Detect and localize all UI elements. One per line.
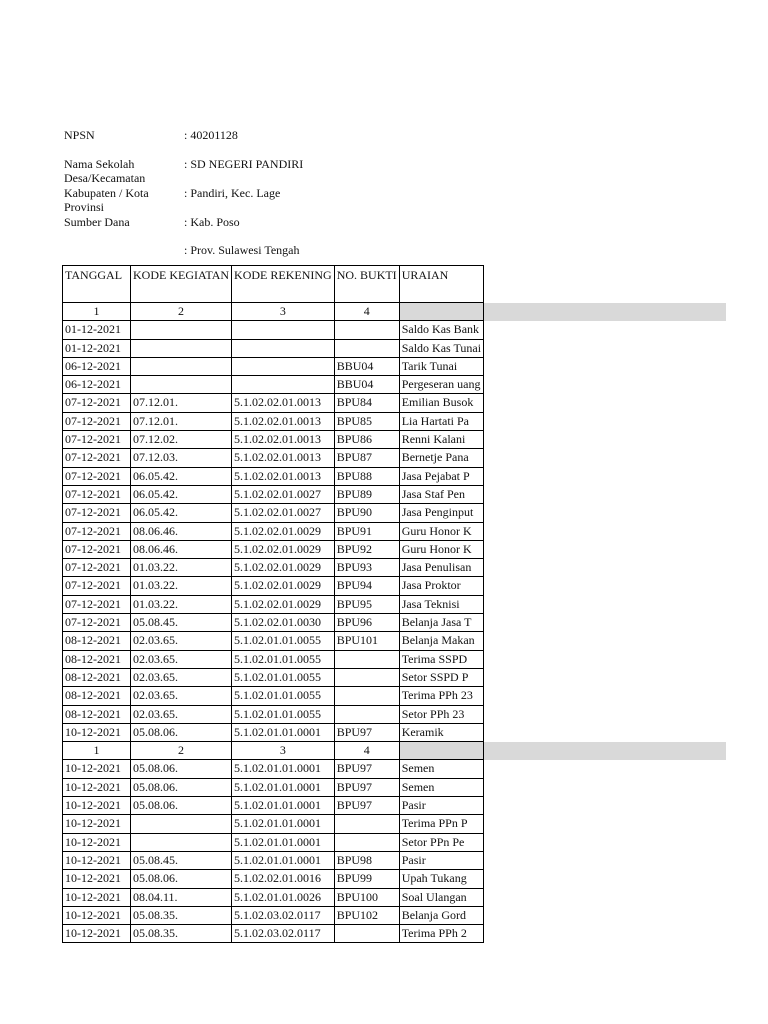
- cell-kode-kegiatan: 02.03.65.: [131, 705, 232, 723]
- nama-sekolah-label: Nama Sekolah: [64, 157, 135, 171]
- cell-no-bukti: BPU97: [334, 797, 399, 815]
- cell-kode-rekening: 5.1.02.01.01.0055: [232, 687, 335, 705]
- cell-uraian: Terima SSPD: [399, 650, 483, 668]
- cell-kode-rekening: 5.1.02.01.01.0001: [232, 851, 335, 869]
- table-row: [63, 687, 484, 705]
- cell-uraian: Tarik Tunai: [399, 357, 483, 375]
- sumber-dana-label: Sumber Dana: [64, 215, 130, 229]
- cell-uraian: Terima PPh 2: [399, 925, 483, 943]
- ledger-table: [62, 265, 484, 943]
- cell-no-bukti: BPU85: [334, 412, 399, 430]
- cell-kode-rekening: 5.1.02.02.01.0013: [232, 449, 335, 467]
- cell-kode-kegiatan: 05.08.06.: [131, 778, 232, 796]
- provinsi-value: : Prov. Sulawesi Tengah: [184, 243, 300, 257]
- cell-kode-kegiatan: 06.05.42.: [131, 504, 232, 522]
- table-row: [63, 431, 484, 449]
- table-row: [63, 577, 484, 595]
- cell-tanggal: 06-12-2021: [63, 376, 131, 394]
- cell-no-bukti: BPU94: [334, 577, 399, 595]
- cell-no-bukti: [334, 321, 399, 339]
- cell-kode-kegiatan: 08.04.11.: [131, 888, 232, 906]
- cell-kode-kegiatan: 08.06.46.: [131, 540, 232, 558]
- cell-kode-rekening: 5.1.02.01.01.0001: [232, 797, 335, 815]
- cell-uraian: Bernetje Pana: [399, 449, 483, 467]
- table-row: [63, 376, 484, 394]
- cell-tanggal: 07-12-2021: [63, 577, 131, 595]
- provinsi-label: Provinsi: [64, 200, 105, 214]
- cell-uraian: Jasa Teknisi: [399, 595, 483, 613]
- cell-tanggal: 10-12-2021: [63, 797, 131, 815]
- cell-kode-kegiatan: 02.03.65.: [131, 650, 232, 668]
- table-row: [63, 723, 484, 741]
- cell-uraian: Emilian Busok: [399, 394, 483, 412]
- cell-kode-kegiatan: 05.08.35.: [131, 925, 232, 943]
- table-row: [63, 760, 484, 778]
- cell-uraian: Belanja Gord: [399, 906, 483, 924]
- cell-no-bukti: BPU91: [334, 522, 399, 540]
- nama-sekolah-value: : SD NEGERI PANDIRI: [184, 157, 304, 171]
- npsn-value: : 40201128: [184, 128, 238, 142]
- table-row: [63, 833, 484, 851]
- cell-no-bukti: [334, 668, 399, 686]
- table-row: [63, 870, 484, 888]
- column-number-cell: 4: [334, 303, 399, 321]
- cell-tanggal: 10-12-2021: [63, 760, 131, 778]
- cell-tanggal: 08-12-2021: [63, 650, 131, 668]
- cell-tanggal: 08-12-2021: [63, 632, 131, 650]
- cell-kode-kegiatan: [131, 833, 232, 851]
- cell-tanggal: 07-12-2021: [63, 504, 131, 522]
- table-row: [63, 851, 484, 869]
- cell-tanggal: 07-12-2021: [63, 485, 131, 503]
- cell-kode-kegiatan: 02.03.65.: [131, 687, 232, 705]
- cell-kode-kegiatan: 01.03.22.: [131, 595, 232, 613]
- cell-no-bukti: BPU87: [334, 449, 399, 467]
- cell-no-bukti: [334, 925, 399, 943]
- cell-uraian: Jasa Penginput: [399, 504, 483, 522]
- cell-kode-rekening: 5.1.02.03.02.0117: [232, 906, 335, 924]
- table-row: [63, 778, 484, 796]
- cell-kode-kegiatan: [131, 321, 232, 339]
- cell-tanggal: 07-12-2021: [63, 614, 131, 632]
- cell-uraian: Semen: [399, 778, 483, 796]
- cell-no-bukti: BBU04: [334, 357, 399, 375]
- kabupaten-value: : Pandiri, Kec. Lage: [184, 186, 281, 200]
- cell-tanggal: 10-12-2021: [63, 778, 131, 796]
- cell-kode-kegiatan: [131, 376, 232, 394]
- cell-uraian: Saldo Kas Tunai: [399, 339, 483, 357]
- cell-no-bukti: [334, 815, 399, 833]
- table-row: [63, 650, 484, 668]
- cell-uraian: Keramik: [399, 723, 483, 741]
- table-row: [63, 797, 484, 815]
- cell-kode-rekening: 5.1.02.02.01.0029: [232, 577, 335, 595]
- cell-kode-kegiatan: 05.08.45.: [131, 851, 232, 869]
- cell-kode-rekening: 5.1.02.01.01.0055: [232, 632, 335, 650]
- cell-tanggal: 07-12-2021: [63, 595, 131, 613]
- cell-uraian: Lia Hartati Pa: [399, 412, 483, 430]
- cell-kode-rekening: 5.1.02.01.01.0001: [232, 778, 335, 796]
- cell-no-bukti: BPU102: [334, 906, 399, 924]
- cell-kode-kegiatan: 05.08.45.: [131, 614, 232, 632]
- col-header-kode-rekening: KODE REKENING: [232, 266, 335, 303]
- table-row: [63, 540, 484, 558]
- cell-no-bukti: [334, 650, 399, 668]
- cell-tanggal: 08-12-2021: [63, 687, 131, 705]
- table-row: [63, 449, 484, 467]
- table-row: [63, 925, 484, 943]
- column-number-cell: 2: [131, 303, 232, 321]
- cell-no-bukti: BPU88: [334, 467, 399, 485]
- cell-no-bukti: BPU100: [334, 888, 399, 906]
- cell-kode-rekening: 5.1.02.02.01.0027: [232, 485, 335, 503]
- cell-uraian: Guru Honor K: [399, 522, 483, 540]
- column-number-row: [63, 303, 484, 321]
- cell-no-bukti: BPU97: [334, 778, 399, 796]
- table-row: [63, 339, 484, 357]
- cell-kode-kegiatan: 07.12.01.: [131, 394, 232, 412]
- column-number-cell: 1: [63, 742, 131, 760]
- cell-tanggal: 08-12-2021: [63, 705, 131, 723]
- cell-uraian: Jasa Pejabat P: [399, 467, 483, 485]
- cell-no-bukti: BPU101: [334, 632, 399, 650]
- cell-kode-rekening: 5.1.02.02.01.0030: [232, 614, 335, 632]
- column-number-cell: [399, 742, 483, 760]
- cell-uraian: Setor SSPD P: [399, 668, 483, 686]
- table-row: [63, 888, 484, 906]
- table-row: [63, 595, 484, 613]
- cell-uraian: Setor PPn Pe: [399, 833, 483, 851]
- cell-kode-kegiatan: 01.03.22.: [131, 559, 232, 577]
- desa-label: Desa/Kecamatan: [64, 171, 146, 185]
- cell-kode-rekening: 5.1.02.02.01.0029: [232, 559, 335, 577]
- cell-kode-kegiatan: [131, 357, 232, 375]
- cell-kode-rekening: 5.1.02.02.01.0029: [232, 540, 335, 558]
- cell-kode-rekening: 5.1.02.03.02.0117: [232, 925, 335, 943]
- table-body: [63, 303, 484, 943]
- cell-kode-kegiatan: 05.08.06.: [131, 797, 232, 815]
- sumber-dana-value: : Kab. Poso: [184, 215, 240, 229]
- cell-kode-rekening: 5.1.02.02.01.0013: [232, 467, 335, 485]
- cell-kode-kegiatan: 02.03.65.: [131, 632, 232, 650]
- cell-uraian: Terima PPh 23: [399, 687, 483, 705]
- cell-kode-rekening: 5.1.02.02.01.0027: [232, 504, 335, 522]
- cell-uraian: Pasir: [399, 797, 483, 815]
- cell-tanggal: 07-12-2021: [63, 431, 131, 449]
- cell-uraian: Upah Tukang: [399, 870, 483, 888]
- cell-kode-rekening: 5.1.02.01.01.0001: [232, 833, 335, 851]
- cell-uraian: Belanja Jasa T: [399, 614, 483, 632]
- cell-no-bukti: [334, 833, 399, 851]
- cell-uraian: Jasa Staf Pen: [399, 485, 483, 503]
- cell-no-bukti: BPU95: [334, 595, 399, 613]
- table-row: [63, 522, 484, 540]
- cell-tanggal: 10-12-2021: [63, 833, 131, 851]
- cell-kode-rekening: 5.1.02.01.01.0026: [232, 888, 335, 906]
- cell-kode-kegiatan: 02.03.65.: [131, 668, 232, 686]
- table-row: [63, 357, 484, 375]
- column-number-cell: [399, 303, 483, 321]
- column-number-cell: 1: [63, 303, 131, 321]
- cell-kode-rekening: 5.1.02.01.01.0055: [232, 668, 335, 686]
- cell-tanggal: 10-12-2021: [63, 906, 131, 924]
- cell-tanggal: 07-12-2021: [63, 522, 131, 540]
- table-row: [63, 815, 484, 833]
- table-row: [63, 504, 484, 522]
- col-header-tanggal: TANGGAL: [63, 266, 131, 303]
- column-number-cell: 3: [232, 303, 335, 321]
- cell-uraian: Pergeseran uang: [399, 376, 483, 394]
- cell-kode-kegiatan: 06.05.42.: [131, 467, 232, 485]
- table-row: [63, 394, 484, 412]
- cell-uraian: Jasa Penulisan: [399, 559, 483, 577]
- table-row: [63, 485, 484, 503]
- cell-uraian: Renni Kalani: [399, 431, 483, 449]
- col-header-kode-kegiatan: KODE KEGIATAN: [131, 266, 232, 303]
- cell-kode-rekening: 5.1.02.02.01.0016: [232, 870, 335, 888]
- cell-kode-rekening: [232, 376, 335, 394]
- cell-kode-kegiatan: 07.12.02.: [131, 431, 232, 449]
- cell-uraian: Terima PPn P: [399, 815, 483, 833]
- cell-no-bukti: BPU92: [334, 540, 399, 558]
- cell-kode-kegiatan: 08.06.46.: [131, 522, 232, 540]
- cell-no-bukti: BPU89: [334, 485, 399, 503]
- cell-tanggal: 10-12-2021: [63, 851, 131, 869]
- cell-no-bukti: [334, 705, 399, 723]
- cell-kode-rekening: [232, 357, 335, 375]
- table-row: [63, 632, 484, 650]
- cell-kode-rekening: 5.1.02.01.01.0001: [232, 815, 335, 833]
- cell-kode-rekening: 5.1.02.02.01.0029: [232, 595, 335, 613]
- cell-kode-rekening: 5.1.02.02.01.0029: [232, 522, 335, 540]
- table-row: [63, 321, 484, 339]
- cell-tanggal: 07-12-2021: [63, 467, 131, 485]
- cell-kode-kegiatan: 07.12.03.: [131, 449, 232, 467]
- table-row: [63, 467, 484, 485]
- cell-no-bukti: BBU04: [334, 376, 399, 394]
- cell-kode-kegiatan: 05.08.35.: [131, 906, 232, 924]
- cell-no-bukti: BPU93: [334, 559, 399, 577]
- table-row: [63, 412, 484, 430]
- cell-tanggal: 10-12-2021: [63, 815, 131, 833]
- column-number-row: [63, 742, 484, 760]
- cell-tanggal: 10-12-2021: [63, 723, 131, 741]
- column-number-cell: 2: [131, 742, 232, 760]
- table-row: [63, 906, 484, 924]
- cell-no-bukti: BPU97: [334, 760, 399, 778]
- cell-uraian: Semen: [399, 760, 483, 778]
- cell-tanggal: 07-12-2021: [63, 412, 131, 430]
- cell-no-bukti: [334, 339, 399, 357]
- cell-no-bukti: BPU97: [334, 723, 399, 741]
- cell-kode-kegiatan: 05.08.06.: [131, 723, 232, 741]
- cell-kode-rekening: 5.1.02.01.01.0001: [232, 760, 335, 778]
- cell-uraian: Setor PPh 23: [399, 705, 483, 723]
- cell-tanggal: 01-12-2021: [63, 339, 131, 357]
- cell-tanggal: 07-12-2021: [63, 540, 131, 558]
- cell-no-bukti: BPU96: [334, 614, 399, 632]
- cell-uraian: Belanja Makan: [399, 632, 483, 650]
- cell-tanggal: 10-12-2021: [63, 925, 131, 943]
- cell-no-bukti: BPU98: [334, 851, 399, 869]
- cell-kode-rekening: 5.1.02.01.01.0001: [232, 723, 335, 741]
- col-header-uraian: URAIAN: [399, 266, 483, 303]
- cell-tanggal: 07-12-2021: [63, 559, 131, 577]
- cell-tanggal: 07-12-2021: [63, 394, 131, 412]
- cell-tanggal: 08-12-2021: [63, 668, 131, 686]
- cell-no-bukti: BPU99: [334, 870, 399, 888]
- cell-kode-rekening: [232, 339, 335, 357]
- cell-tanggal: 01-12-2021: [63, 321, 131, 339]
- cell-tanggal: 06-12-2021: [63, 357, 131, 375]
- cell-kode-kegiatan: [131, 339, 232, 357]
- col-header-no-bukti: NO. BUKTI: [334, 266, 399, 303]
- cell-no-bukti: BPU86: [334, 431, 399, 449]
- cell-uraian: Jasa Proktor: [399, 577, 483, 595]
- cell-no-bukti: BPU90: [334, 504, 399, 522]
- cell-kode-rekening: 5.1.02.02.01.0013: [232, 431, 335, 449]
- cell-uraian: Soal Ulangan: [399, 888, 483, 906]
- cell-no-bukti: BPU84: [334, 394, 399, 412]
- cell-tanggal: 10-12-2021: [63, 888, 131, 906]
- cell-uraian: Pasir: [399, 851, 483, 869]
- kabupaten-label: Kabupaten / Kota: [64, 186, 149, 200]
- table-row: [63, 705, 484, 723]
- table-header-row: [63, 266, 484, 303]
- table-row: [63, 614, 484, 632]
- cell-uraian: Saldo Kas Bank: [399, 321, 483, 339]
- column-number-cell: 4: [334, 742, 399, 760]
- cell-kode-rekening: [232, 321, 335, 339]
- cell-tanggal: 07-12-2021: [63, 449, 131, 467]
- cell-kode-rekening: 5.1.02.01.01.0055: [232, 705, 335, 723]
- cell-kode-kegiatan: 05.08.06.: [131, 870, 232, 888]
- cell-kode-rekening: 5.1.02.02.01.0013: [232, 394, 335, 412]
- cell-tanggal: 10-12-2021: [63, 870, 131, 888]
- table-row: [63, 668, 484, 686]
- table-row: [63, 559, 484, 577]
- cell-no-bukti: [334, 687, 399, 705]
- cell-kode-kegiatan: 06.05.42.: [131, 485, 232, 503]
- cell-kode-rekening: 5.1.02.02.01.0013: [232, 412, 335, 430]
- cell-kode-kegiatan: [131, 815, 232, 833]
- cell-kode-kegiatan: 07.12.01.: [131, 412, 232, 430]
- column-number-cell: 3: [232, 742, 335, 760]
- npsn-label: NPSN: [64, 128, 95, 142]
- cell-kode-kegiatan: 05.08.06.: [131, 760, 232, 778]
- cell-kode-kegiatan: 01.03.22.: [131, 577, 232, 595]
- cell-kode-rekening: 5.1.02.01.01.0055: [232, 650, 335, 668]
- cell-uraian: Guru Honor K: [399, 540, 483, 558]
